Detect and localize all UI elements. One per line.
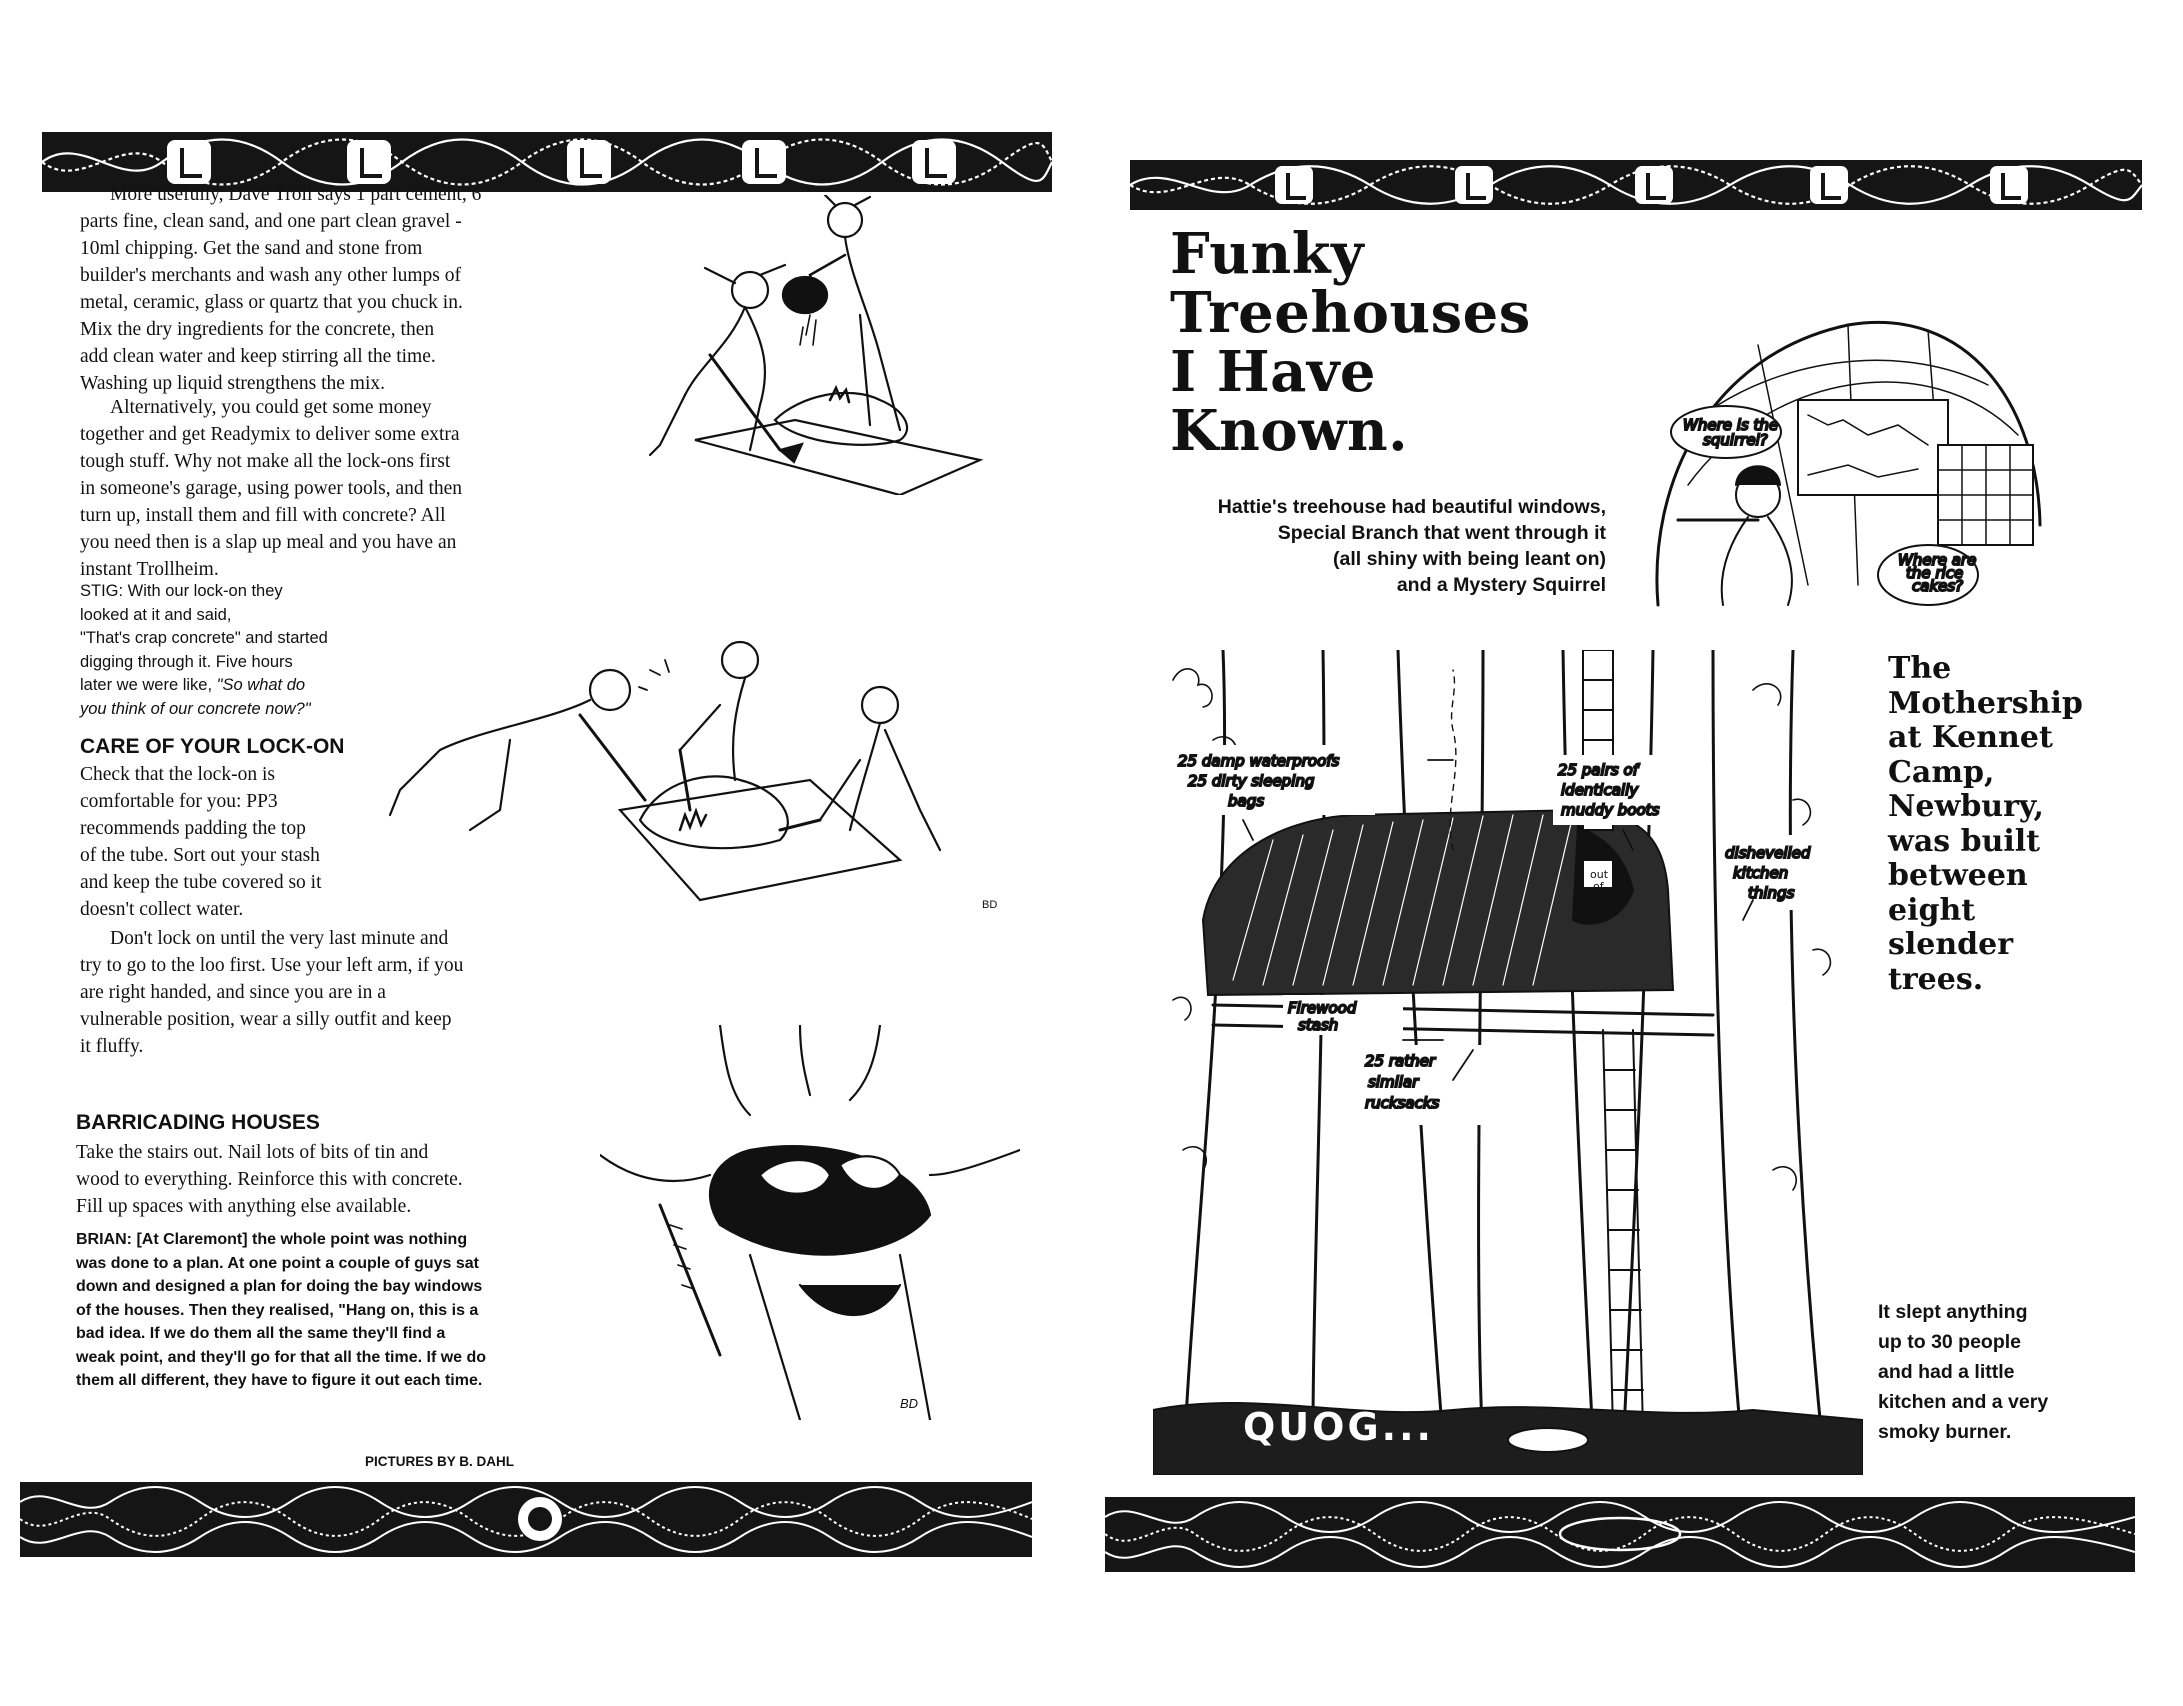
text-line: More usefully, Dave Troll says 1 part cement, 6: [110, 184, 482, 205]
text-line: The: [1888, 651, 1952, 686]
text-line: eight: [1888, 892, 1976, 928]
text-line: trees.: [1888, 961, 1984, 997]
text-line: STIG: With our lock-on they: [80, 582, 283, 600]
text-line: digging through it. Five hours: [80, 652, 293, 671]
hattie-caption: [1150, 494, 1606, 598]
text-line: up to 30 people: [1878, 1331, 2022, 1353]
italic-fragment: you think of our concrete now?": [80, 699, 311, 718]
text-line: and had a little: [1878, 1361, 2015, 1383]
text-line: of the houses. Then they realised, "Hang on, this is a: [76, 1301, 479, 1319]
text-line: are right handed, and since you are in a: [80, 982, 386, 1003]
barricading-paragraph: [76, 1139, 556, 1220]
text-line: 10ml chipping. Get the sand and stone from: [80, 238, 423, 259]
text-line: of the tube. Sort out your stash: [80, 845, 320, 866]
text-line: slender: [1888, 927, 2014, 962]
text-fragment: later we were like,: [80, 676, 213, 694]
mothership-caption: [1888, 652, 2118, 997]
text-line: It slept anything: [1878, 1301, 2028, 1323]
text-line: vulnerable position, wear a silly outfit and keep: [80, 1009, 452, 1030]
text-line: Washing up liquid strengthens the mix.: [80, 373, 385, 394]
text-line: between: [1888, 858, 2028, 893]
text-line: instant Trollheim.: [80, 559, 219, 580]
text-line: doesn't collect water.: [80, 899, 244, 920]
text-line: Mothership: [1888, 685, 2083, 721]
signature-bd-2: BD: [900, 1396, 919, 1411]
text-line: you need then is a slap up meal and you have an: [80, 532, 457, 553]
bottom-left-border-band: [20, 1482, 1032, 1557]
mixing-concrete-illustration: [600, 195, 985, 495]
text-line: and a Mystery Squirrel: [1396, 574, 1606, 596]
text-line: smoky burner.: [1878, 1421, 2012, 1443]
care-paragraph: [80, 761, 400, 923]
title-line: Treehouses: [1170, 280, 1531, 346]
italic-fragment: "So what do: [216, 676, 306, 694]
text-line: metal, ceramic, glass or quartz that you chuck in.: [80, 292, 463, 313]
label-bags-line: 25 dirty sleeping: [1188, 772, 1315, 790]
text-line: and keep the tube covered so it: [80, 872, 322, 893]
text-line: was done to a plan. At one point a couple of guys sat: [76, 1254, 479, 1272]
label-rucksacks-line: 25 rather: [1365, 1052, 1435, 1070]
text-line: recommends padding the top: [80, 818, 306, 839]
label-firewood-line: stash: [1298, 1016, 1339, 1034]
text-line: wood to everything. Reinforce this with concrete.: [76, 1169, 463, 1190]
text-line: (all shiny with being leant on): [1332, 548, 1606, 570]
text-line: together and get Readymix to deliver some extra: [80, 424, 460, 445]
hattie-treehouse-illustration: [1648, 285, 2044, 615]
text-line: kitchen and a very: [1878, 1391, 2049, 1413]
label-bags-line: 25 damp waterproofs: [1178, 752, 1340, 770]
signature-bd-1: BD: [982, 899, 998, 911]
title-line: Funky: [1170, 221, 1365, 287]
label-rucksacks-line: rucksacks: [1365, 1094, 1440, 1112]
knotwork-pattern: [1105, 1497, 2135, 1572]
text-line: "That's crap concrete" and started: [80, 629, 328, 647]
picture-credit: PICTURES BY B. DAHL: [365, 1454, 515, 1469]
bottom-right-border-band: [1105, 1497, 2135, 1572]
text-line: it fluffy.: [80, 1036, 144, 1057]
door-sign-line: of: [1593, 880, 1604, 893]
label-kitchen-line: dishevelled: [1725, 844, 1811, 862]
text-line: comfortable for you: PP3: [80, 791, 278, 812]
quog-label: QUOG...: [1243, 1405, 1434, 1449]
text-line: Mix the dry ingredients for the concrete, then: [80, 319, 435, 340]
text-line: was built: [1888, 823, 2041, 859]
text-line: Hattie's treehouse had beautiful windows,: [1217, 496, 1606, 518]
digging-concrete-illustration: [380, 630, 1000, 910]
squirrel-bubble-line: squirrel?: [1703, 431, 1768, 449]
text-line: tough stuff. Why not make all the lock-ons first: [80, 451, 451, 472]
text-line: looked at it and said,: [80, 605, 232, 624]
text-line: bad idea. If we do them all the same they'll find a: [76, 1325, 446, 1342]
lock-on-advice-paragraph: [80, 925, 560, 1060]
text-line: in someone's garage, using power tools, and then: [80, 478, 463, 499]
text-line: Special Branch that went through it: [1277, 522, 1606, 544]
text-line: down and designed a plan for doing the bay windows: [76, 1278, 483, 1295]
label-kitchen-line: kitchen: [1733, 864, 1789, 882]
text-line: Fill up spaces with anything else available.: [76, 1196, 412, 1217]
brian-quote: [76, 1228, 566, 1393]
squirrel-bubble-line: Where is the: [1683, 416, 1779, 434]
text-line: add clean water and keep stirring all the time.: [80, 346, 436, 367]
text-line: them all different, they have to figure it out each time.: [76, 1372, 483, 1389]
text-line: parts fine, clean sand, and one part clean gravel -: [80, 211, 462, 232]
barricade-hands-illustration: [600, 1025, 1020, 1420]
barricading-heading: BARRICADING HOUSES: [76, 1111, 320, 1134]
label-kitchen-line: things: [1748, 884, 1795, 902]
label-boots-line: 25 pairs of: [1558, 761, 1638, 779]
label-rucksacks-line: similar: [1368, 1073, 1419, 1091]
text-line: Take the stairs out. Nail lots of bits of tin and: [76, 1142, 429, 1163]
knotwork-pattern: [1130, 160, 2142, 210]
cakes-bubble-line: the rice: [1906, 564, 1964, 582]
top-right-border-band: [1130, 160, 2142, 210]
door-sign-line: out: [1590, 868, 1609, 881]
text-line: at Kennet: [1888, 720, 2053, 755]
label-bags-line: bags: [1228, 792, 1265, 810]
text-line: BRIAN: [At Claremont] the whole point was nothing: [76, 1231, 468, 1248]
text-line: Check that the lock-on is: [80, 764, 275, 785]
concrete-mix-paragraph: [80, 181, 560, 397]
text-line: Alternatively, you could get some money: [110, 397, 432, 418]
text-line: try to go to the loo first. Use your left arm, if you: [80, 955, 464, 976]
article-title: [1170, 221, 1531, 464]
text-line: Camp,: [1888, 754, 1995, 790]
label-boots-line: muddy boots: [1561, 801, 1660, 819]
text-line: Don't lock on until the very last minute and: [110, 928, 449, 949]
cakes-bubble-line: Where are: [1898, 551, 1977, 569]
readymix-paragraph: [80, 394, 560, 583]
mothership-treehouse-illustration: [1153, 650, 1863, 1475]
cakes-bubble-line: cakes?: [1912, 577, 1964, 595]
text-line: Newbury,: [1888, 789, 2044, 824]
text-line: weak point, and they'll go for that all the time. If we do: [76, 1348, 487, 1366]
label-boots-line: identically: [1561, 781, 1639, 799]
text-line: turn up, install them and fill with concrete? All: [80, 505, 446, 526]
knotwork-pattern: [20, 1482, 1032, 1557]
slept-caption: [1878, 1297, 2118, 1447]
care-heading: CARE OF YOUR LOCK-ON: [80, 735, 345, 758]
label-firewood-line: Firewood: [1288, 999, 1357, 1017]
text-line: builder's merchants and wash any other lumps of: [80, 265, 461, 286]
title-line: Known.: [1170, 398, 1409, 464]
title-line: I Have: [1170, 339, 1377, 405]
